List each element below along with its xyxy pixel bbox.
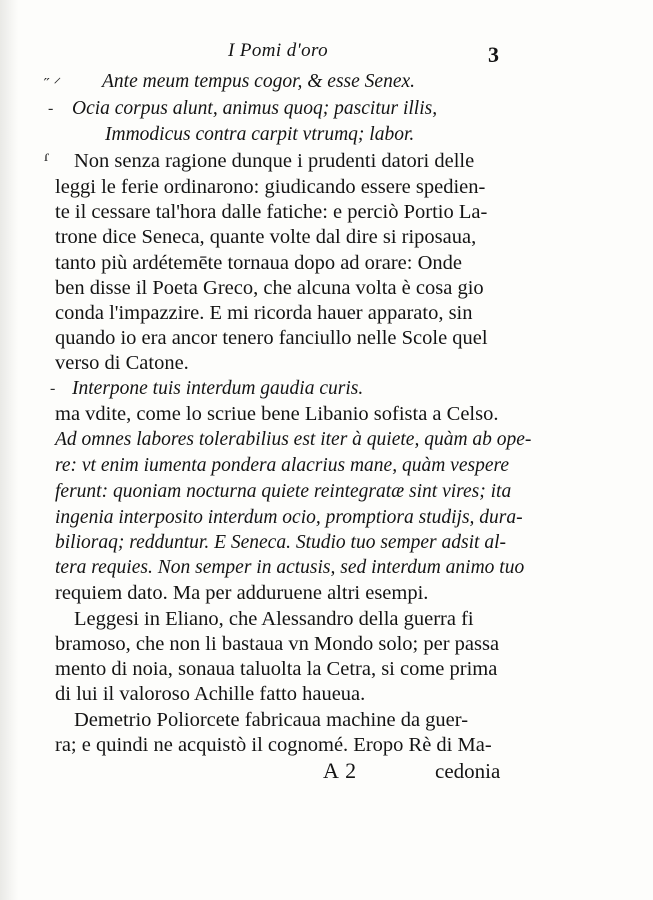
text-line: bilioraq; redduntur. E Seneca. Studio tuo semper adsit al- xyxy=(55,532,506,553)
margin-mark: - xyxy=(50,380,56,397)
text-line: requiem dato. Ma per adduruene altri esempi. xyxy=(55,582,429,604)
text-line: tera requies. Non semper in actusis, sed interdum animo tuo xyxy=(55,557,525,578)
text-line: ferunt: quoniam nocturna quiete reintegratæ sint vires; ita xyxy=(55,481,512,502)
text-line: Ocia corpus alunt, animus quoq; pascitur illis, xyxy=(72,98,438,119)
catchword: cedonia xyxy=(435,759,501,783)
signature-mark: A 2 xyxy=(323,758,358,783)
text-line: re: vt enim iumenta pondera alacrius mane, quàm vespere xyxy=(55,455,509,476)
text-line: Ad omnes labores tolerabilius est iter à quiete, quàm ab ope- xyxy=(55,429,532,450)
text-line: trone dice Seneca, quante volte dal dire si riposaua, xyxy=(55,226,477,248)
text-line: bramoso, che non li bastaua vn Mondo solo; per passa xyxy=(55,633,500,655)
text-line: conda l'impazzire. E mi ricorda hauer apparato, sin xyxy=(55,302,473,324)
text-line: ra; e quindi ne acquistò il cognomé. Eropo Rè di Ma- xyxy=(55,734,492,756)
margin-mark: - xyxy=(48,100,54,117)
margin-mark: ɾ xyxy=(44,148,50,165)
text-line: verso di Catone. xyxy=(55,352,189,374)
text-line: ma vdite, come lo scriue bene Libanio sofista a Celso. xyxy=(55,403,499,425)
page-number: 3 xyxy=(488,42,499,67)
text-line: leggi le ferie ordinarono: giudicando essere spedien- xyxy=(55,176,486,198)
text-line: ingenia interposito interdum ocio, promptiora studijs, dura- xyxy=(55,507,523,528)
running-title: I Pomi d'oro xyxy=(228,40,328,61)
margin-mark: ˝ ⸍ xyxy=(44,76,62,93)
text-line: quando io era ancor tenero fanciullo nelle Scole quel xyxy=(55,327,488,349)
text-line: Non senza ragione dunque i prudenti datori delle xyxy=(74,150,475,172)
text-line: Ante meum tempus cogor, & esse Senex. xyxy=(102,71,415,92)
page-edge-shadow xyxy=(0,0,18,900)
text-line: Immodicus contra carpit vtrumq; labor. xyxy=(105,124,415,145)
text-line: Leggesi in Eliano, che Alessandro della guerra fi xyxy=(74,608,474,630)
text-line: mento di noia, sonaua taluolta la Cetra, si come prima xyxy=(55,658,498,680)
text-line: di lui il valoroso Achille fatto haueua. xyxy=(55,683,366,705)
text-line: tanto più ardétemēte tornaua dopo ad orare: Onde xyxy=(55,252,462,274)
text-line: Interpone tuis interdum gaudia curis. xyxy=(72,378,364,399)
text-line: ben disse il Poeta Greco, che alcuna volta è cosa gio xyxy=(55,277,484,299)
text-line: te il cessare tal'hora dalle fatiche: e perciò Portio La- xyxy=(55,201,488,223)
text-line: Demetrio Poliorcete fabricaua machine da guer- xyxy=(74,709,469,731)
